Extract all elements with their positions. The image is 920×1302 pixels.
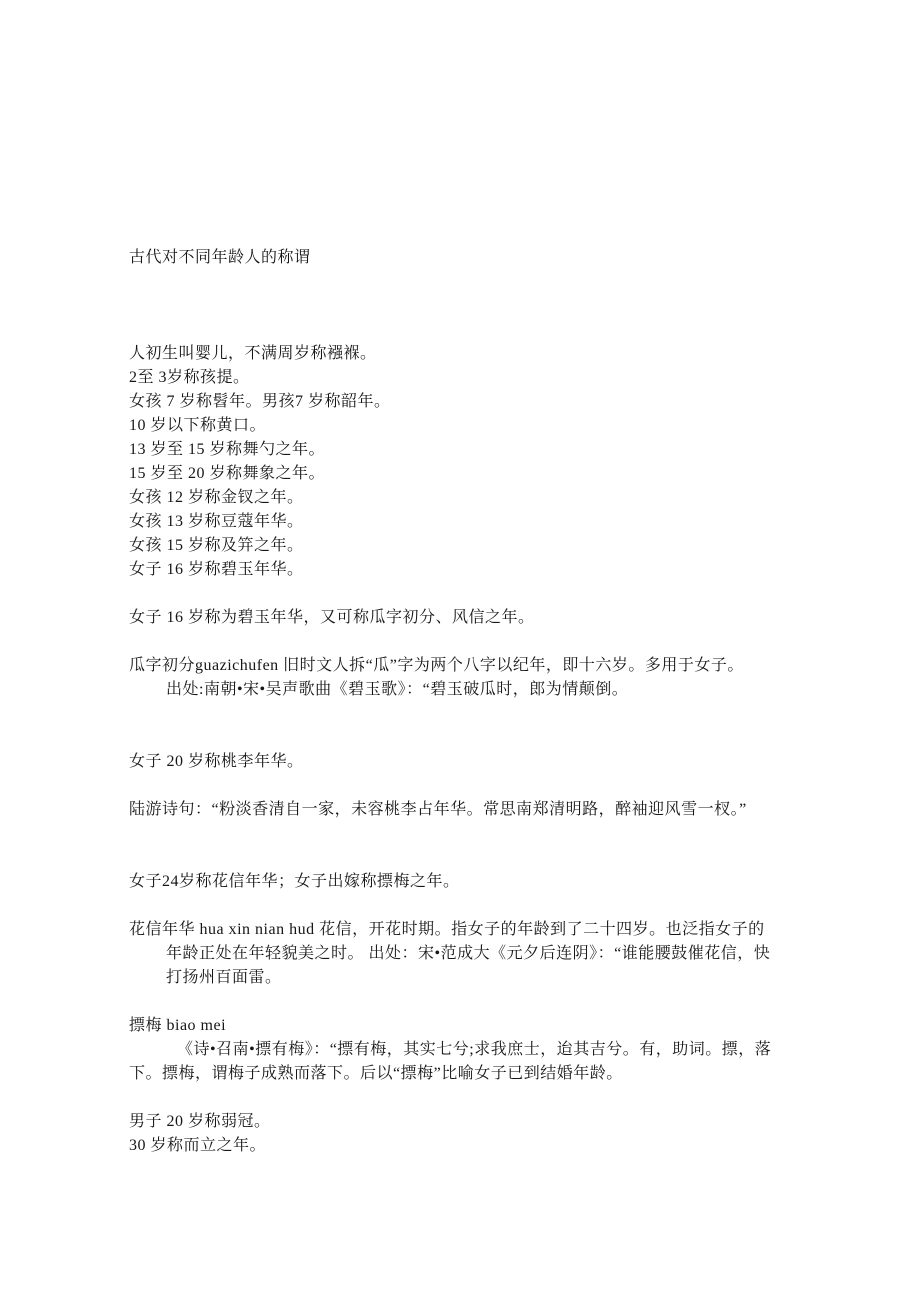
text-line: 女孩 13 岁称豆蔻年华。 <box>129 513 304 530</box>
text-line: 下。摽梅，谓梅子成熟而落下。后以“摽梅”比喻女子已到结婚年龄。 <box>129 1065 623 1082</box>
blank-line <box>129 270 920 294</box>
text-line: 2至 3岁称孩提。 <box>129 369 250 386</box>
blank-line <box>129 894 920 918</box>
text-line: 女子 16 岁称碧玉年华。 <box>129 561 304 578</box>
text-line: 女子 20 岁称桃李年华。 <box>129 753 304 770</box>
text-line: 摽梅 biao mei <box>129 1017 227 1034</box>
text-line: 《诗•召南•摽有梅》：“摽有梅，其实七兮;求我庶士，迨其吉兮。有，助词。摽，落 <box>177 1041 772 1058</box>
blank-line <box>129 294 920 318</box>
blank-line <box>129 630 920 654</box>
blank-line <box>129 702 920 726</box>
text-line: 10 岁以下称黄口。 <box>129 417 267 434</box>
blank-line <box>129 582 920 606</box>
blank-line <box>129 1086 920 1110</box>
text-line: 13 岁至 15 岁称舞勺之年。 <box>129 441 326 458</box>
text-line: 女子 16 岁称为碧玉年华，又可称瓜字初分、风信之年。 <box>129 609 535 626</box>
text-line: 年龄正处在年轻貌美之时。 出处：宋•范成大《元夕后连阴》：“谁能腰鼓催花信，快 <box>166 945 771 962</box>
document-content <box>129 246 920 1158</box>
text-line: 花信年华 hua xin nian hud 花信，开花时期。指女子的年龄到了二十四岁。也泛指女子的 <box>129 921 765 938</box>
text-line: 女孩 15 岁称及笄之年。 <box>129 537 304 554</box>
text-line: 瓜字初分guazichufen 旧时文人拆“瓜”字为两个八字以纪年，即十六岁。多用于女子。 <box>129 657 744 674</box>
text-line: 女子24岁称花信年华；女子出嫁称摽梅之年。 <box>129 873 460 890</box>
text-line: 陆游诗句：“粉淡香清自一家，未容桃李占年华。常思南郑清明路，醉袖迎风雪一杈。” <box>129 801 747 818</box>
text-line: 打扬州百面雷。 <box>166 969 282 986</box>
blank-line <box>129 822 920 846</box>
text-line: 人初生叫婴儿，不满周岁称襁褓。 <box>129 345 377 362</box>
blank-line <box>129 846 920 870</box>
document-title: 古代对不同年龄人的称谓 <box>129 249 311 266</box>
blank-line <box>129 774 920 798</box>
text-line: 女孩 12 岁称金钗之年。 <box>129 489 304 506</box>
text-line: 男子 20 岁称弱冠。 <box>129 1113 271 1130</box>
blank-line <box>129 318 920 342</box>
text-line: 女孩 7 岁称髫年。男孩7 岁称韶年。 <box>129 393 391 410</box>
blank-line <box>129 990 920 1014</box>
text-line: 15 岁至 20 岁称舞象之年。 <box>129 465 326 482</box>
text-line: 30 岁称而立之年。 <box>129 1137 267 1154</box>
text-line: 出处:南朝•宋•吴声歌曲《碧玉歌》：“碧玉破瓜时，郎为情颠倒。 <box>166 681 629 698</box>
blank-line <box>129 726 920 750</box>
document-body <box>129 270 920 1158</box>
